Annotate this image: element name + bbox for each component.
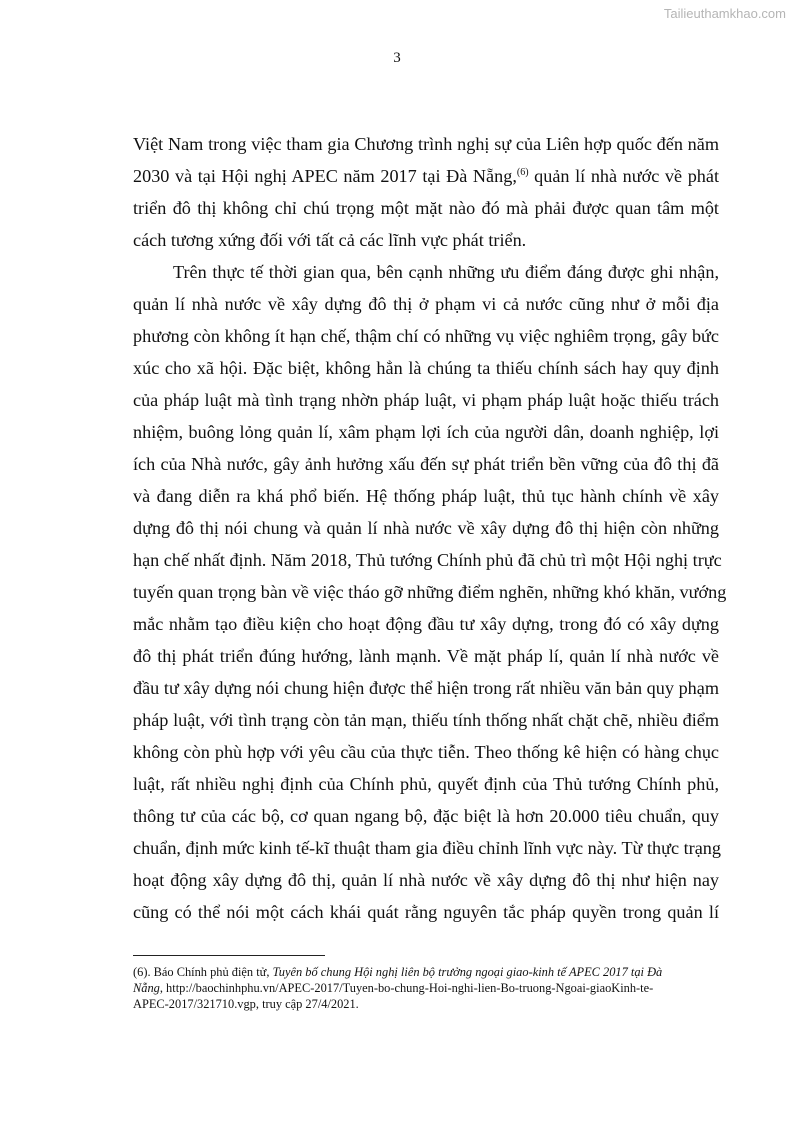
footnote-url[interactable]: , http://baochinhphu.vn/APEC-2017/Tuyen-bo-chung-Hoi-nghi-lien-Bo-truong-Ngoai-giaoKinh-te- <box>159 981 654 995</box>
text-segment: 2030 và tại Hội nghị APEC năm 2017 tại Đà Nẵng, <box>133 166 517 186</box>
text-line: không còn phù hợp với yêu cầu của thực tiễn. Theo thống kê hiện có hàng chục <box>133 742 719 762</box>
footnote <box>133 964 733 1012</box>
text-line: cũng có thể nói một cách khái quát rằng nguyên tắc pháp quyền trong quản lí <box>133 902 719 922</box>
text-line: Trên thực tế thời gian qua, bên cạnh những ưu điểm đáng được ghi nhận, <box>173 262 719 282</box>
footnote-reference[interactable]: (6) <box>516 166 529 178</box>
text-line: đô thị phát triển đúng hướng, lành mạnh. Về mặt pháp lí, quản lí nhà nước về <box>133 646 719 666</box>
page-number: 3 <box>393 50 401 66</box>
footnote-title: Tuyên bố chung Hội nghị liên bộ trưởng ngoại giao-kinh tế APEC 2017 tại Đà <box>272 965 663 979</box>
footnote-url[interactable]: APEC-2017/321710.vgp, truy cập 27/4/2021. <box>133 997 359 1011</box>
text-line: và đang diễn ra khá phổ biến. Hệ thống pháp luật, thủ tục hành chính về xây <box>133 486 719 506</box>
text-line: thông tư của các bộ, cơ quan ngang bộ, đặc biệt là hơn 20.000 tiêu chuẩn, quy <box>133 806 719 826</box>
footnote-line <box>133 996 733 1012</box>
text-line: pháp luật, với tình trạng còn tản mạn, thiếu tính thống nhất chặt chẽ, nhiều điểm <box>133 710 719 730</box>
text-line: hoạt động xây dựng đô thị, quản lí nhà nước về xây dựng đô thị như hiện nay <box>133 870 719 890</box>
text-line: phương còn không ít hạn chế, thậm chí có những vụ việc nghiêm trọng, gây bức <box>133 326 719 346</box>
text-line: quản lí nhà nước về xây dựng đô thị ở phạm vi cả nước cũng như ở mỗi địa <box>133 294 719 314</box>
text-line: nhiệm, buông lỏng quản lí, xâm phạm lợi ích của người dân, doanh nghiệp, lợi <box>133 422 719 442</box>
text-line: của pháp luật mà tình trạng nhờn pháp luật, vi phạm pháp luật hoặc thiếu trách <box>133 390 719 410</box>
text-line: triển đô thị không chỉ chú trọng một mặt nào đó mà phải được quan tâm một <box>133 198 719 218</box>
footnote-title: Nẵng <box>133 981 160 995</box>
text-line: chuẩn, định mức kinh tế-kĩ thuật tham gia điều chỉnh lĩnh vực này. Từ thực trạng <box>133 838 721 858</box>
footnote-line <box>133 964 733 980</box>
footnote-line <box>133 980 733 996</box>
watermark: Tailieuthamkhao.com <box>663 6 786 21</box>
footnote-divider <box>133 955 325 956</box>
text-line: dựng đô thị nói chung và quản lí nhà nước về xây dựng đô thị hiện còn những <box>133 518 719 538</box>
text-line: hạn chế nhất định. Năm 2018, Thủ tướng Chính phủ đã chủ trì một Hội nghị trực <box>133 550 722 570</box>
text-line: luật, rất nhiều nghị định của Chính phủ, quyết định của Thủ tướng Chính phủ, <box>133 774 719 794</box>
text-line: đầu tư xây dựng nói chung hiện được thể hiện trong rất nhiều văn bản quy phạm <box>133 678 719 698</box>
text-line: ích của Nhà nước, gây ảnh hưởng xấu đến sự phát triển bền vững của đô thị đã <box>133 454 719 474</box>
text-segment: quản lí nhà nước về phát <box>528 166 720 186</box>
footnote-prefix: (6). Báo Chính phủ điện tử, <box>133 965 273 979</box>
text-line: tuyến quan trọng bàn về việc tháo gỡ những điểm nghẽn, những khó khăn, vướng <box>133 582 727 602</box>
body-text <box>133 128 727 928</box>
text-line: mắc nhằm tạo điều kiện cho hoạt động đầu tư xây dựng, trong đó có xây dựng <box>133 614 719 634</box>
text-line: cách tương xứng đối với tất cả các lĩnh vực phát triển. <box>133 230 527 250</box>
text-line: Việt Nam trong việc tham gia Chương trình nghị sự của Liên hợp quốc đến năm <box>133 134 719 154</box>
text-line <box>133 160 719 192</box>
text-line: xúc cho xã hội. Đặc biệt, không hẳn là chúng ta thiếu chính sách hay quy định <box>133 358 719 378</box>
